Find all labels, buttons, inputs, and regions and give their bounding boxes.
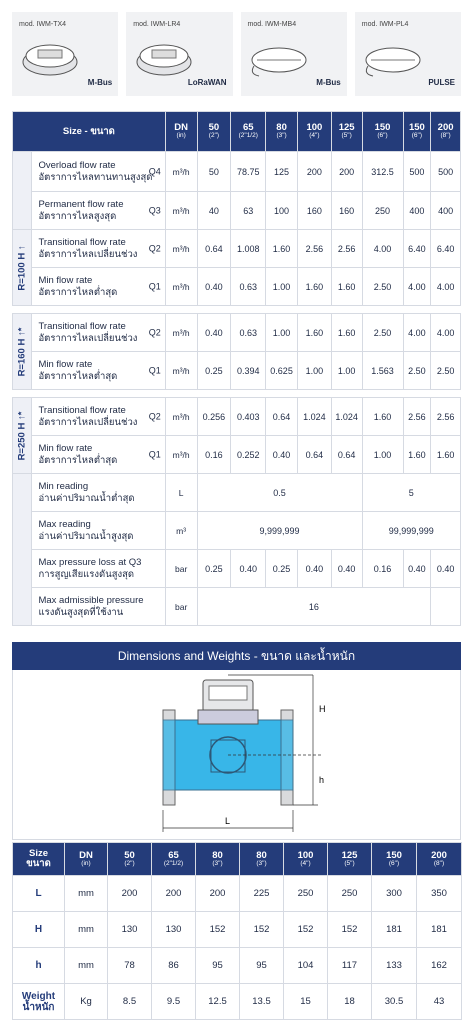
unit-cell: L bbox=[165, 474, 197, 512]
value-cell: 152 bbox=[284, 912, 328, 948]
dn-col-header: 100 (4") bbox=[284, 843, 328, 876]
r160-min-row bbox=[13, 352, 461, 390]
row-label: L bbox=[13, 876, 65, 912]
max-reading-row bbox=[13, 512, 461, 550]
value-cell: 8.5 bbox=[108, 984, 152, 1020]
value-cell: 1.60 bbox=[431, 436, 461, 474]
dims-row-H bbox=[13, 912, 462, 948]
row-label: Transitional flow rate อัตราการไหลเปลี่ยนช่วง Q2 bbox=[32, 230, 165, 268]
spacer-row bbox=[13, 390, 461, 398]
model-label: mod. IWM-LR4 bbox=[133, 21, 181, 28]
value-cell: 1.60 bbox=[297, 314, 331, 352]
row-label: h bbox=[13, 948, 65, 984]
value-cell: 2.50 bbox=[403, 352, 431, 390]
overload-row bbox=[13, 152, 461, 192]
brand-logo: LoRaWAN bbox=[187, 78, 227, 87]
model-label: mod. IWM-MB4 bbox=[247, 21, 297, 28]
unit-cell: m³ bbox=[165, 512, 197, 550]
value-cell: 4.00 bbox=[431, 268, 461, 306]
dim-label-H: H bbox=[319, 704, 326, 714]
value-cell: 0.40 bbox=[431, 550, 461, 588]
value-cell: 312.5 bbox=[362, 152, 403, 192]
value-cell: 250 bbox=[362, 192, 403, 230]
value-cell: 130 bbox=[152, 912, 196, 948]
value-cell: 200 bbox=[331, 152, 362, 192]
row-label: Transitional flow rate อัตราการไหลเปลี่ยนช่วง Q2 bbox=[32, 398, 165, 436]
meter-head-icon bbox=[249, 38, 309, 78]
value-cell: 99,999,999 bbox=[362, 512, 460, 550]
model-card-pl4[interactable] bbox=[355, 12, 461, 96]
row-label: Transitional flow rate อัตราการไหลเปลี่ยนช่วง Q2 bbox=[32, 314, 165, 352]
value-cell: 152 bbox=[328, 912, 372, 948]
dn-header: DN (in) bbox=[165, 112, 197, 152]
dn-col-header: 150 (6") bbox=[403, 112, 431, 152]
row-label: Overload flow rate อัตราการไหลทานทานสูงสุด Q4 bbox=[32, 152, 165, 192]
value-cell: 0.25 bbox=[266, 550, 298, 588]
dims-row-h bbox=[13, 948, 462, 984]
value-cell: 2.50 bbox=[431, 352, 461, 390]
row-label: Max admissible pressure แรงดันสูงสุดที่ใช้งาน bbox=[32, 588, 165, 626]
value-cell: 152 bbox=[240, 912, 284, 948]
value-cell: 2.56 bbox=[403, 398, 431, 436]
value-cell: 2.50 bbox=[362, 314, 403, 352]
value-cell: 0.63 bbox=[231, 314, 266, 352]
value-cell: 1.563 bbox=[362, 352, 403, 390]
admissible-pressure-row bbox=[13, 588, 461, 626]
value-cell: 50 bbox=[197, 152, 231, 192]
value-cell: 0.5 bbox=[197, 474, 362, 512]
value-cell: 0.40 bbox=[331, 550, 362, 588]
value-cell: 16 bbox=[197, 588, 431, 626]
meter-head-icon bbox=[363, 38, 423, 78]
dn-col-header: 50 (2") bbox=[108, 843, 152, 876]
dn-col-header: 50 (2") bbox=[197, 112, 231, 152]
value-cell: 300 bbox=[372, 876, 417, 912]
value-cell: 200 bbox=[297, 152, 331, 192]
value-cell: 1.00 bbox=[297, 352, 331, 390]
value-cell: 152 bbox=[196, 912, 240, 948]
value-cell: 40 bbox=[197, 192, 231, 230]
unit-cell: m³/h bbox=[165, 352, 197, 390]
unit-cell: m³/h bbox=[165, 314, 197, 352]
unit-cell: m³/h bbox=[165, 436, 197, 474]
value-cell: 0.16 bbox=[197, 436, 231, 474]
value-cell: 4.00 bbox=[403, 314, 431, 352]
value-cell: 0.40 bbox=[266, 436, 298, 474]
dn-header: DN (in) bbox=[65, 843, 108, 876]
value-cell: 0.64 bbox=[331, 436, 362, 474]
dim-label-h: h bbox=[319, 775, 325, 785]
value-cell: 1.024 bbox=[331, 398, 362, 436]
spec-header-row bbox=[13, 112, 461, 152]
dim-label-L: L bbox=[225, 816, 231, 826]
unit-cell: mm bbox=[65, 876, 108, 912]
value-cell: 130 bbox=[108, 912, 152, 948]
permanent-row bbox=[13, 192, 461, 230]
ratio-r100-label: R=100 H ↑ bbox=[13, 230, 32, 306]
value-cell: 400 bbox=[403, 192, 431, 230]
value-cell: 63 bbox=[231, 192, 266, 230]
row-label: Min flow rate อัตราการไหลต่ำสุด Q1 bbox=[32, 268, 165, 306]
model-label: mod. IWM-PL4 bbox=[361, 21, 409, 28]
value-cell: 162 bbox=[417, 948, 462, 984]
value-cell: 1.024 bbox=[297, 398, 331, 436]
row-label: Min flow rate อัตราการไหลต่ำสุด Q1 bbox=[32, 352, 165, 390]
value-cell: 0.40 bbox=[197, 314, 231, 352]
value-cell: 225 bbox=[240, 876, 284, 912]
value-cell: 0.256 bbox=[197, 398, 231, 436]
dims-row-L bbox=[13, 876, 462, 912]
spacer-row bbox=[13, 306, 461, 314]
value-cell: 1.008 bbox=[231, 230, 266, 268]
value-cell: 0.40 bbox=[231, 550, 266, 588]
model-cards bbox=[12, 12, 461, 96]
value-cell: 9.5 bbox=[152, 984, 196, 1020]
dn-col-header: 150 (6") bbox=[362, 112, 403, 152]
value-cell: 160 bbox=[297, 192, 331, 230]
meter-head-icon bbox=[20, 38, 80, 78]
value-cell: 1.00 bbox=[266, 314, 298, 352]
value-cell: 18 bbox=[328, 984, 372, 1020]
specification-table bbox=[12, 111, 461, 631]
value-cell: 0.625 bbox=[266, 352, 298, 390]
value-cell: 133 bbox=[372, 948, 417, 984]
dn-col-header: 200 (8") bbox=[431, 112, 461, 152]
unit-cell: mm bbox=[65, 948, 108, 984]
side-blank bbox=[13, 474, 32, 626]
empty-cell bbox=[431, 588, 461, 626]
brand-logo: M-Bus bbox=[87, 78, 113, 87]
value-cell: 1.60 bbox=[331, 268, 362, 306]
value-cell: 78.75 bbox=[231, 152, 266, 192]
r100-transitional-row bbox=[13, 230, 461, 268]
value-cell: 12.5 bbox=[196, 984, 240, 1020]
dn-col-header: 65 (2"1/2) bbox=[231, 112, 266, 152]
value-cell: 400 bbox=[431, 192, 461, 230]
value-cell: 0.403 bbox=[231, 398, 266, 436]
value-cell: 0.40 bbox=[297, 550, 331, 588]
side-blank bbox=[13, 152, 32, 230]
value-cell: 100 bbox=[266, 192, 298, 230]
size-header: Size ขนาด bbox=[13, 843, 65, 876]
value-cell: 2.56 bbox=[431, 398, 461, 436]
meter-drawing bbox=[13, 670, 462, 840]
r100-min-row bbox=[13, 268, 461, 306]
value-cell: 2.56 bbox=[297, 230, 331, 268]
value-cell: 5 bbox=[362, 474, 460, 512]
value-cell: 1.00 bbox=[266, 268, 298, 306]
unit-cell: mm bbox=[65, 912, 108, 948]
dims-row-weight bbox=[13, 984, 462, 1020]
value-cell: 250 bbox=[284, 876, 328, 912]
value-cell: 1.60 bbox=[331, 314, 362, 352]
dn-col-header: 80 (3") bbox=[240, 843, 284, 876]
value-cell: 4.00 bbox=[403, 268, 431, 306]
value-cell: 500 bbox=[431, 152, 461, 192]
row-label: Max pressure loss at Q3 การสูญเสียแรงดันสูงสุด bbox=[32, 550, 165, 588]
r250-min-row bbox=[13, 436, 461, 474]
value-cell: 160 bbox=[331, 192, 362, 230]
pressure-loss-row bbox=[13, 550, 461, 588]
ratio-r160-label: R=160 H ↑* bbox=[13, 314, 32, 390]
unit-cell: m³/h bbox=[165, 398, 197, 436]
row-label: Min reading อ่านค่าปริมาณน้ำต่ำสุด bbox=[32, 474, 165, 512]
value-cell: 1.60 bbox=[362, 398, 403, 436]
value-cell: 30.5 bbox=[372, 984, 417, 1020]
value-cell: 0.64 bbox=[266, 398, 298, 436]
row-label: Permanent flow rate อัตราการไหลสูงสุด Q3 bbox=[32, 192, 165, 230]
brand-logo: M-Bus bbox=[316, 78, 341, 87]
dn-col-header: 125 (5") bbox=[328, 843, 372, 876]
value-cell: 6.40 bbox=[403, 230, 431, 268]
value-cell: 181 bbox=[417, 912, 462, 948]
value-cell: 0.64 bbox=[297, 436, 331, 474]
value-cell: 78 bbox=[108, 948, 152, 984]
dn-col-header: 200 (8") bbox=[417, 843, 462, 876]
value-cell: 0.252 bbox=[231, 436, 266, 474]
value-cell: 95 bbox=[196, 948, 240, 984]
r250-transitional-row bbox=[13, 398, 461, 436]
value-cell: 86 bbox=[152, 948, 196, 984]
dn-col-header: 150 (6") bbox=[372, 843, 417, 876]
dn-col-header: 80 (3") bbox=[266, 112, 298, 152]
meter-head-icon bbox=[134, 38, 194, 78]
value-cell: 0.40 bbox=[403, 550, 431, 588]
model-card-lr4[interactable] bbox=[126, 12, 232, 96]
value-cell: 0.16 bbox=[362, 550, 403, 588]
value-cell: 95 bbox=[240, 948, 284, 984]
value-cell: 0.40 bbox=[197, 268, 231, 306]
value-cell: 250 bbox=[328, 876, 372, 912]
dn-col-header: 100 (4") bbox=[297, 112, 331, 152]
value-cell: 13.5 bbox=[240, 984, 284, 1020]
dims-header-row bbox=[13, 843, 462, 876]
value-cell: 200 bbox=[196, 876, 240, 912]
value-cell: 43 bbox=[417, 984, 462, 1020]
dimensions-table bbox=[12, 842, 462, 1020]
model-card-tx4[interactable] bbox=[12, 12, 118, 96]
unit-cell: m³/h bbox=[165, 192, 197, 230]
row-label: Weight น้ำหนัก bbox=[13, 984, 65, 1020]
dn-col-header: 65 (2"1/2) bbox=[152, 843, 196, 876]
value-cell: 0.25 bbox=[197, 352, 231, 390]
value-cell: 0.64 bbox=[197, 230, 231, 268]
value-cell: 350 bbox=[417, 876, 462, 912]
meter-dimension-diagram bbox=[12, 670, 461, 840]
value-cell: 181 bbox=[372, 912, 417, 948]
unit-cell: bar bbox=[165, 588, 197, 626]
value-cell: 200 bbox=[108, 876, 152, 912]
value-cell: 0.63 bbox=[231, 268, 266, 306]
unit-cell: m³/h bbox=[165, 268, 197, 306]
value-cell: 4.00 bbox=[431, 314, 461, 352]
size-header: Size - ขนาด bbox=[13, 112, 166, 152]
value-cell: 125 bbox=[266, 152, 298, 192]
value-cell: 0.25 bbox=[197, 550, 231, 588]
dn-col-header: 125 (5") bbox=[331, 112, 362, 152]
value-cell: 15 bbox=[284, 984, 328, 1020]
model-card-mb4[interactable] bbox=[241, 12, 347, 96]
value-cell: 9,999,999 bbox=[197, 512, 362, 550]
value-cell: 2.50 bbox=[362, 268, 403, 306]
unit-cell: bar bbox=[165, 550, 197, 588]
value-cell: 1.00 bbox=[362, 436, 403, 474]
ratio-r250-label: R=250 H ↑* bbox=[13, 398, 32, 474]
r160-transitional-row bbox=[13, 314, 461, 352]
model-label: mod. IWM-TX4 bbox=[19, 21, 67, 28]
value-cell: 6.40 bbox=[431, 230, 461, 268]
value-cell: 104 bbox=[284, 948, 328, 984]
value-cell: 1.00 bbox=[331, 352, 362, 390]
unit-cell: m³/h bbox=[165, 152, 197, 192]
dimensions-title: Dimensions and Weights - ขนาด และน้ำหนัก bbox=[12, 642, 461, 670]
row-label: Min flow rate อัตราการไหลต่ำสุด Q1 bbox=[32, 436, 165, 474]
value-cell: 500 bbox=[403, 152, 431, 192]
value-cell: 2.56 bbox=[331, 230, 362, 268]
value-cell: 1.60 bbox=[403, 436, 431, 474]
row-label: H bbox=[13, 912, 65, 948]
min-reading-row bbox=[13, 474, 461, 512]
value-cell: 4.00 bbox=[362, 230, 403, 268]
unit-cell: Kg bbox=[65, 984, 108, 1020]
dn-col-header: 80 (3") bbox=[196, 843, 240, 876]
unit-cell: m³/h bbox=[165, 230, 197, 268]
value-cell: 117 bbox=[328, 948, 372, 984]
value-cell: 1.60 bbox=[266, 230, 298, 268]
brand-logo: PULSE bbox=[428, 78, 455, 87]
value-cell: 1.60 bbox=[297, 268, 331, 306]
value-cell: 200 bbox=[152, 876, 196, 912]
value-cell: 0.394 bbox=[231, 352, 266, 390]
row-label: Max reading อ่านค่าปริมาณน้ำสูงสุด bbox=[32, 512, 165, 550]
